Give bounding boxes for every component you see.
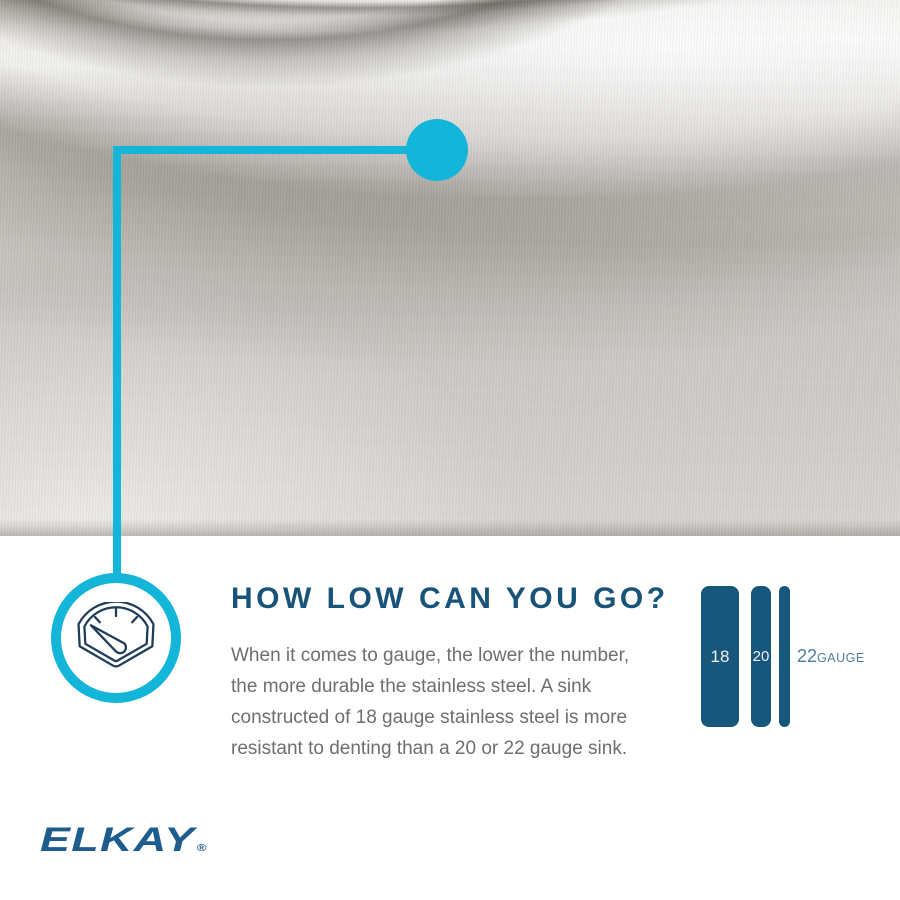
gauge-bar-20 [751, 586, 771, 727]
body-line: When it comes to gauge, the lower the number, [231, 645, 630, 666]
callout-line-vertical [113, 146, 121, 576]
registered-trademark-icon: ® [196, 843, 208, 854]
gauge-side-label-unit: GAUGE [817, 651, 865, 665]
elkay-logo [40, 822, 208, 867]
body-line: resistant to denting than a 20 or 22 gauge sink. [231, 738, 628, 759]
gauge-side-label [797, 586, 865, 727]
body-line: constructed of 18 gauge stainless steel is more [231, 707, 628, 728]
body-line: the more durable the stainless steel. A sink [231, 676, 592, 697]
gauge-bar-20-label: 20 [752, 648, 770, 665]
gauge-icon-circle [51, 573, 181, 703]
callout-line-horizontal [113, 146, 437, 154]
elkay-logo-text: ELKAY [40, 821, 196, 859]
gauge-bar-18 [701, 586, 739, 727]
page-title: HOW LOW CAN YOU GO? [231, 582, 669, 615]
gauge-side-label-number: 22 [797, 646, 818, 666]
body-copy [231, 640, 681, 764]
gauge-bar-18-label: 18 [710, 646, 730, 666]
gauge-bar-22 [779, 586, 790, 727]
gauge-dial-icon [77, 602, 155, 670]
